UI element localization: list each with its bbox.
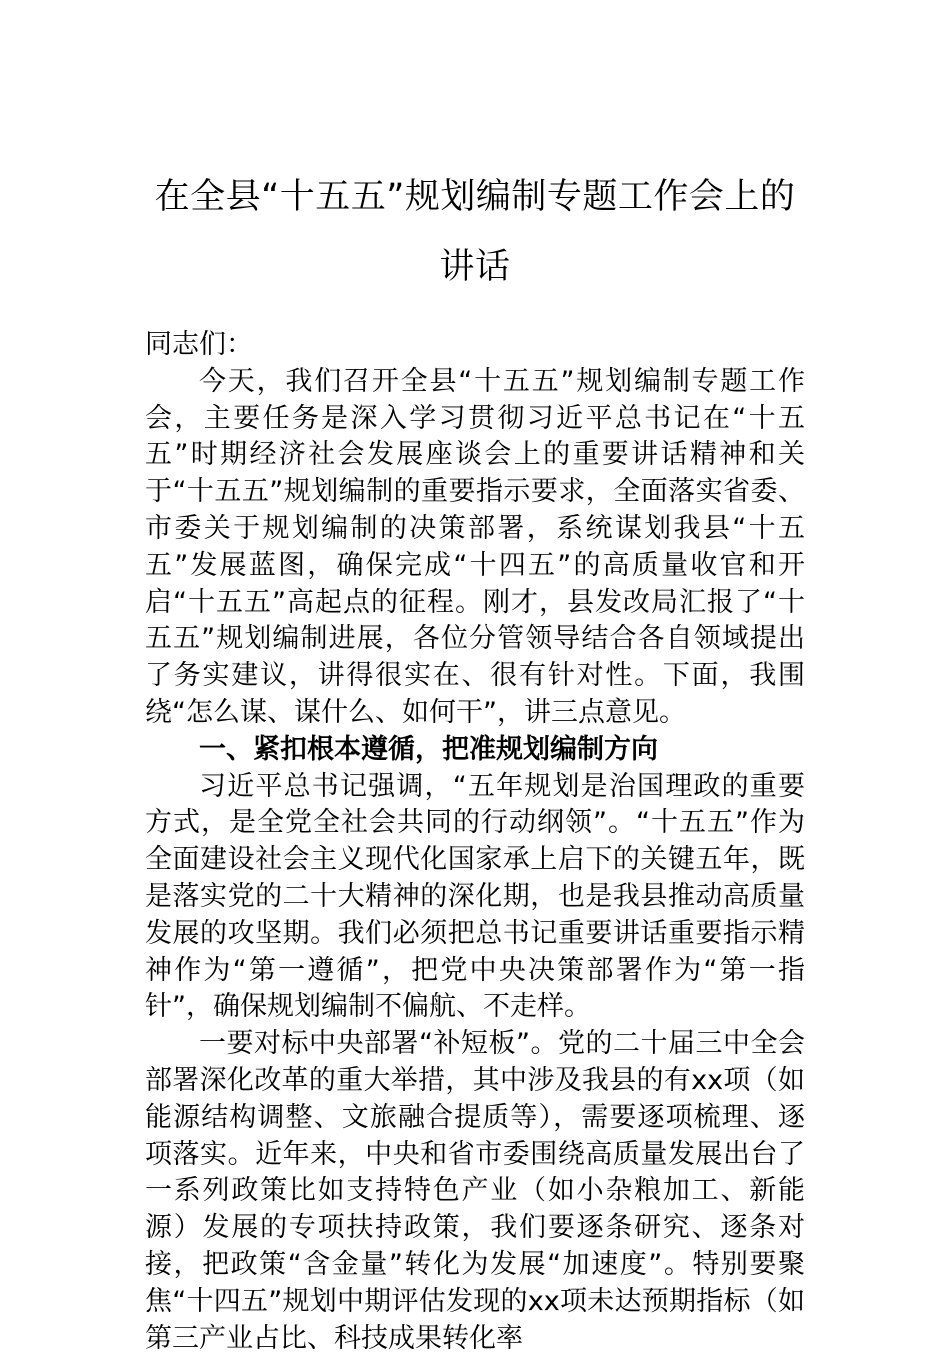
section-heading-1: 一、紧扣根本遵循，把准规划编制方向: [199, 733, 658, 765]
paragraph-intro: 今天，我们召开全县“十五五”规划编制专题工作会，主要任务是深入学习贯彻习近平总书记在“十五五”时期经济社会发展座谈会上的重要讲话精神和关于“十五五”规划编制的重要指示要求，全面落实省委、市委关于规划编制的决策部署，系统谋划我县“十五五”发展蓝图，确保完成“十四五”的高质量收官和开启“十五五”高起点的征程。刚才，县发改局汇报了“十五五”规划编制进展，各位分管领导结合各自领域提出了务实建议，讲得很实在、很有针对性。下面，我围绕“怎么谋、谋什么、如何干”，讲三点意见。: [145, 365, 805, 728]
salutation: 同志们：: [145, 329, 253, 360]
paragraph-point-1: 一要对标中央部署“补短板”。党的二十届三中全会部署深化改革的重大举措，其中涉及我县的有xx项（如能源结构调整、文旅融合提质等），需要逐项梳理、逐项落实。近年来，中央和省市委围绕高质量发展出台了一系列政策比如支持特色产业（如小杂粮加工、新能源）发展的专项扶持政策，我们要逐条研究、逐条对接，把政策“含金量”转化为发展“加速度”。特别要聚焦“十四五”规划中期评估发现的xx项未达预期指标（如第三产业占比、科技成果转化率: [145, 1028, 805, 1354]
document-body: [145, 327, 805, 1357]
paragraph-section-1: 习近平总书记强调，“五年规划是治国理政的重要方式，是全党全社会共同的行动纲领”。“十五五”作为全面建设社会主义现代化国家承上启下的关键五年，既是落实党的二十大精神的深化期，也是我县推动高质量发展的攻坚期。我们必须把总书记重要讲话重要指示精神作为“第一遵循”，把党中央决策部署作为“第一指针”，确保规划编制不偏航、不走样。: [145, 770, 805, 1023]
document-title: 在全县“十五五”规划编制专题工作会上的讲话: [154, 177, 796, 287]
